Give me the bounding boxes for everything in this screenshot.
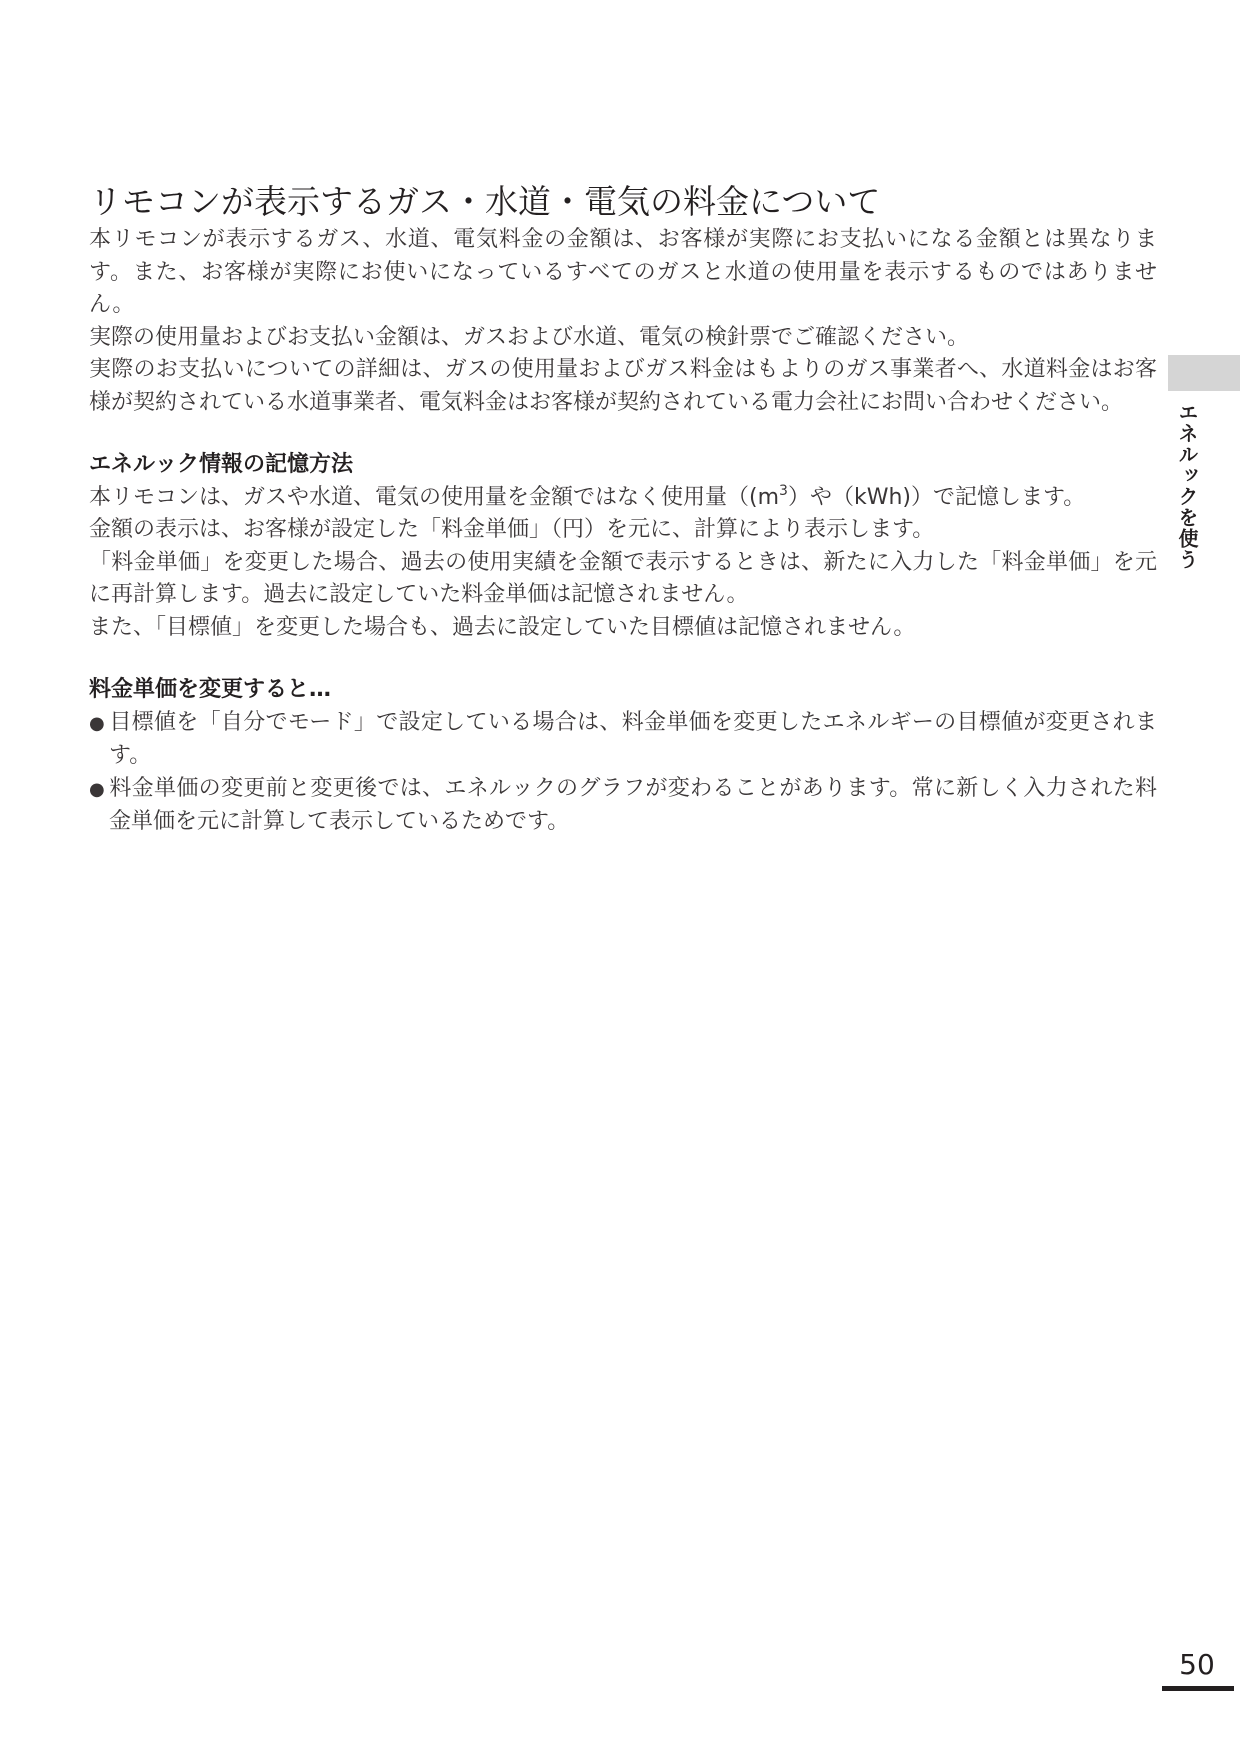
main-title: リモコンが表示するガス・水道・電気の料金について (89, 182, 881, 221)
memory-paragraph-target: また、「目標値」を変更した場合も、過去に設定していた目標値は記憶されません。 (89, 614, 916, 640)
intro-paragraph-contact: 実際のお支払いについての詳細は、ガスの使用量およびガス料金はもよりのガス事業者へ、水道料金はお客様が契約されている水道事業者、電気料金はお客様が契約されている電力会社にお問い合わせください。 (89, 357, 1157, 415)
page-number-rule (1162, 1686, 1234, 1691)
memory-paragraph-recalc: 「料金単価」を変更した場合、過去の使用実績を金額で表示するときは、新たに入力した「料金単価」を元に再計算します。過去に設定していた料金単価は記憶されません。 (89, 549, 1157, 607)
memory-section (89, 449, 1157, 644)
page-content (89, 180, 1157, 839)
list-item-text: 料金単価の変更前と変更後では、エネルックのグラフが変わることがあります。常に新しく入力された料金単価を元に計算して表示しているためです。 (109, 775, 1157, 834)
memory-units-text-start: 本リモコンは、ガスや水道、電気の使用量を金額ではなく使用量（(m (89, 484, 780, 510)
side-tab-label: エネルックを使う (1175, 402, 1199, 570)
intro-block (89, 224, 1157, 419)
side-tab-marker (1168, 355, 1240, 391)
memory-paragraph-display: 金額の表示は、お客様が設定した「料金単価」（円）を元に、計算により表示します。 (89, 517, 935, 542)
memory-section-heading: エネルック情報の記憶方法 (89, 452, 354, 477)
bullet-icon: ● (89, 778, 105, 800)
memory-paragraph-units (89, 482, 1157, 515)
cubic-superscript: 3 (779, 482, 788, 499)
change-section (89, 674, 1157, 839)
change-bullet-list (89, 707, 1157, 839)
change-section-heading: 料金単価を変更すると… (89, 677, 332, 702)
list-item (89, 773, 1157, 839)
list-item-text: 目標値を「自分でモード」で設定している場合は、料金単価を変更したエネルギーの目標値が変更されます。 (109, 709, 1157, 768)
bullet-icon: ● (89, 712, 105, 734)
intro-paragraph-confirm: 実際の使用量およびお支払い金額は、ガスおよび水道、電気の検針票でご確認ください。 (89, 324, 970, 350)
memory-units-text-end: ）や（kWh)）で記憶します。 (787, 484, 1086, 510)
page-number: 50 (1179, 1648, 1215, 1681)
intro-paragraph-disclaimer: 本リモコンが表示するガス、水道、電気料金の金額は、お客様が実際にお支払いになる金額とは異なります。また、お客様が実際にお使いになっているすべてのガスと水道の使用量を表示するものではありません。 (89, 227, 1157, 317)
list-item (89, 707, 1157, 773)
